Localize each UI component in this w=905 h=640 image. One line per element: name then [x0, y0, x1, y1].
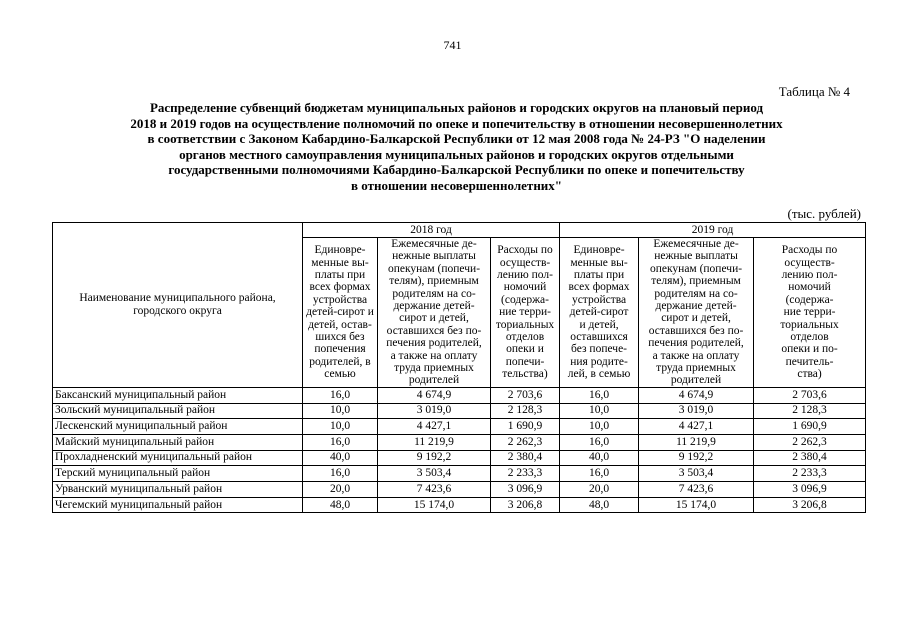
- district-name-cell: Чегемский муниципальный район: [53, 497, 303, 513]
- value-cell: 48,0: [560, 497, 639, 513]
- value-cell: 40,0: [560, 450, 639, 466]
- header-year-2018: 2018 год: [303, 223, 560, 238]
- district-name-cell: Лескенский муниципальный район: [53, 419, 303, 435]
- value-cell: 2 233,3: [491, 466, 560, 482]
- value-cell: 2 703,6: [754, 387, 866, 403]
- value-cell: 20,0: [560, 482, 639, 498]
- value-cell: 4 427,1: [378, 419, 491, 435]
- value-cell: 15 174,0: [639, 497, 754, 513]
- value-cell: 10,0: [560, 419, 639, 435]
- header-year-2019: 2019 год: [560, 223, 866, 238]
- value-cell: 16,0: [303, 434, 378, 450]
- table-row: [53, 466, 866, 482]
- header-admin-expenses-2019: Расходы по осуществ- лению пол- номочий (содержа- ние терри- ториальных отделов опеки и по- печитель- ства): [754, 238, 866, 388]
- table-row: [53, 403, 866, 419]
- value-cell: 4 674,9: [378, 387, 491, 403]
- value-cell: 2 233,3: [754, 466, 866, 482]
- header-admin-expenses-2018: Расходы по осуществ- лению пол- номочий (содержа- ние терри- ториальных отделов опеки и попечи- тельства): [491, 238, 560, 388]
- value-cell: 20,0: [303, 482, 378, 498]
- subsidy-table: [52, 222, 866, 513]
- value-cell: 1 690,9: [491, 419, 560, 435]
- value-cell: 2 128,3: [754, 403, 866, 419]
- table-row: [53, 497, 866, 513]
- value-cell: 2 703,6: [491, 387, 560, 403]
- value-cell: 3 503,4: [378, 466, 491, 482]
- table-row: [53, 482, 866, 498]
- title-line: в соответствии с Законом Кабардино-Балкарской Республики от 12 мая 2008 года № 24-РЗ "О наделении: [147, 131, 766, 147]
- table-label: Таблица № 4: [778, 84, 850, 99]
- value-cell: 2 380,4: [754, 450, 866, 466]
- value-cell: 40,0: [303, 450, 378, 466]
- district-name-cell: Майский муниципальный район: [53, 434, 303, 450]
- value-cell: 10,0: [560, 403, 639, 419]
- value-cell: 2 128,3: [491, 403, 560, 419]
- value-cell: 7 423,6: [378, 482, 491, 498]
- value-cell: 11 219,9: [378, 434, 491, 450]
- district-name-cell: Зольский муниципальный район: [53, 403, 303, 419]
- value-cell: 16,0: [560, 387, 639, 403]
- value-cell: 2 262,3: [491, 434, 560, 450]
- district-name-cell: Урванский муниципальный район: [53, 482, 303, 498]
- value-cell: 9 192,2: [639, 450, 754, 466]
- table-row: [53, 419, 866, 435]
- value-cell: 3 019,0: [639, 403, 754, 419]
- title-line: 2018 и 2019 годов на осуществление полномочий по опеке и попечительству в отношении несовершеннолетних: [130, 115, 783, 131]
- table-row: [53, 387, 866, 403]
- header-district-name: Наименование муниципального района, городского округа: [53, 223, 303, 388]
- district-name-cell: Терский муниципальный район: [53, 466, 303, 482]
- value-cell: 10,0: [303, 419, 378, 435]
- value-cell: 10,0: [303, 403, 378, 419]
- value-cell: 1 690,9: [754, 419, 866, 435]
- header-row-years: [53, 223, 866, 238]
- district-name-cell: Баксанский муниципальный район: [53, 387, 303, 403]
- table-title: [58, 100, 855, 194]
- table-row: [53, 450, 866, 466]
- value-cell: 48,0: [303, 497, 378, 513]
- table-row: [53, 434, 866, 450]
- value-cell: 15 174,0: [378, 497, 491, 513]
- value-cell: 4 427,1: [639, 419, 754, 435]
- header-monthly-payments-2018: Ежемесячные де- нежные выплаты опекунам (попечи- телям), приемным родителям на со- держание детей- сирот и детей, оставшихся без по- печения родителей, а также на оплату труда приемных родителей: [378, 238, 491, 388]
- header-one-time-payments-2019: Единовре- менные вы- платы при всех формах устройства детей-сирот и детей, оставшихся без попече- ния родите- лей, в семью: [560, 238, 639, 388]
- title-line: в отношении несовершеннолетних": [350, 177, 563, 193]
- title-line: Распределение субвенций бюджетам муниципальных районов и городских округов на плановый период: [149, 100, 764, 115]
- value-cell: 3 206,8: [754, 497, 866, 513]
- value-cell: 4 674,9: [639, 387, 754, 403]
- value-cell: 16,0: [303, 466, 378, 482]
- value-cell: 3 206,8: [491, 497, 560, 513]
- value-cell: 2 262,3: [754, 434, 866, 450]
- value-cell: 3 503,4: [639, 466, 754, 482]
- value-cell: 3 019,0: [378, 403, 491, 419]
- value-cell: 7 423,6: [639, 482, 754, 498]
- value-cell: 16,0: [303, 387, 378, 403]
- title-line: органов местного самоуправления муниципальных районов и городских округов отдельными: [179, 146, 734, 162]
- table-body: [53, 387, 866, 513]
- header-monthly-payments-2019: Ежемесячные де- нежные выплаты опекунам (попечи- телям), приемным родителям на со- держание детей- сирот и детей, оставшихся без по- печения родителей, а также на оплату труда приемных родителей: [639, 238, 754, 388]
- value-cell: 16,0: [560, 434, 639, 450]
- value-cell: 16,0: [560, 466, 639, 482]
- value-cell: 2 380,4: [491, 450, 560, 466]
- page-number: 741: [443, 38, 462, 52]
- header-one-time-payments-2018: Единовре- менные вы- платы при всех формах устройства детей-сирот и детей, остав- шихся без попечения родителей, в семью: [303, 238, 378, 388]
- units-label: (тыс. рублей): [787, 206, 861, 221]
- value-cell: 9 192,2: [378, 450, 491, 466]
- value-cell: 3 096,9: [491, 482, 560, 498]
- title-line: государственными полномочиями Кабардино-Балкарской Республики по опеке и попечительству: [168, 162, 745, 178]
- value-cell: 11 219,9: [639, 434, 754, 450]
- district-name-cell: Прохладненский муниципальный район: [53, 450, 303, 466]
- value-cell: 3 096,9: [754, 482, 866, 498]
